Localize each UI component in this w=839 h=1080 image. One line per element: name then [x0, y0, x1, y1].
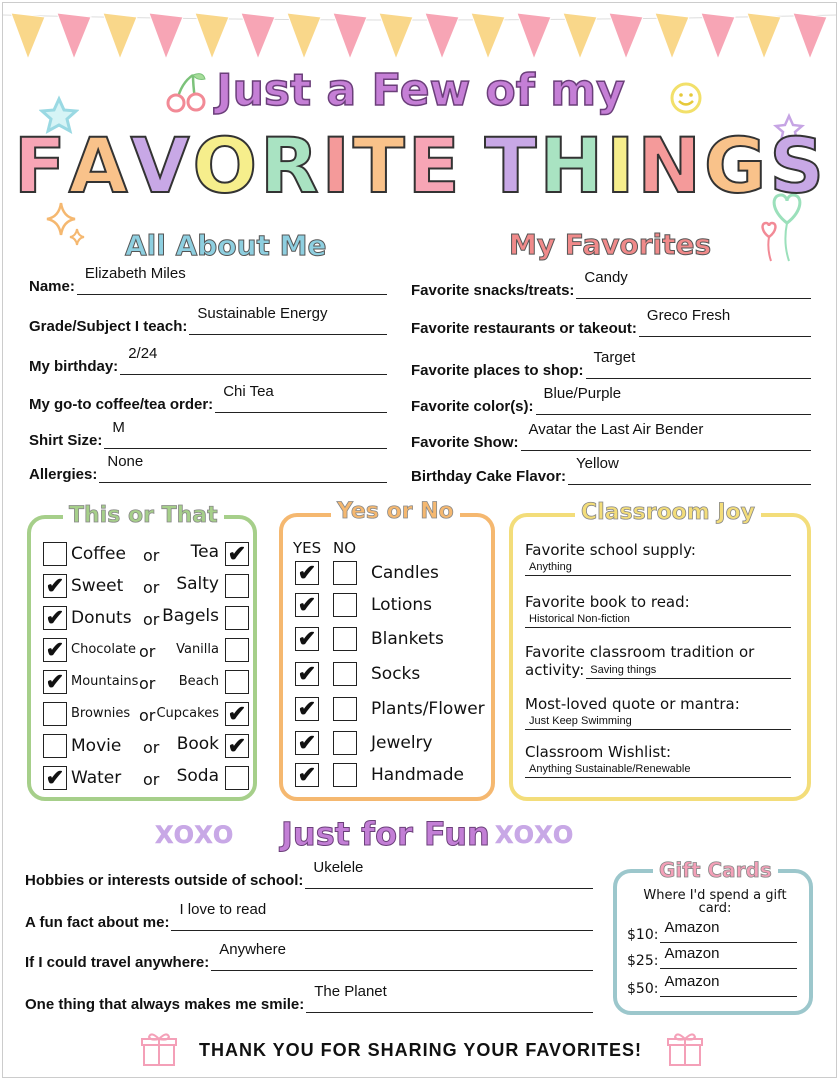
- my-favorites-heading: My Favorites: [509, 228, 712, 261]
- yes-or-no-item: Candles: [371, 563, 439, 583]
- favorite-row: [411, 455, 811, 485]
- fun-field[interactable]: [211, 941, 593, 971]
- gift-card-amount: $25:: [627, 953, 659, 969]
- about-me-field[interactable]: [189, 305, 387, 335]
- bunting-flag: [563, 13, 597, 59]
- thank-you-message: THANK YOU FOR SHARING YOUR FAVORITES!: [198, 1040, 643, 1060]
- about-me-value: Sustainable Energy: [197, 305, 328, 322]
- this-or-that-left-checkbox[interactable]: ✔: [43, 766, 67, 790]
- yes-checkbox[interactable]: ✔: [295, 731, 319, 755]
- fun-value: The Planet: [314, 983, 387, 1000]
- about-me-label: My birthday:: [29, 358, 119, 375]
- gift-cards-intro: Where I'd spend a gift card:: [643, 888, 787, 916]
- bunting-flag: [517, 13, 551, 59]
- bunting-banner-decoration: [3, 3, 837, 73]
- classroom-joy-answer[interactable]: Historical Non-fiction: [525, 613, 791, 628]
- title-letter: H: [539, 121, 607, 210]
- favorite-field[interactable]: [568, 455, 811, 485]
- fun-label: Hobbies or interests outside of school:: [25, 872, 304, 889]
- classroom-joy-answer[interactable]: Saving things: [586, 664, 791, 679]
- this-or-that-right-checkbox[interactable]: ✔: [225, 702, 249, 726]
- classroom-joy-item: [525, 743, 791, 778]
- classroom-joy-answer[interactable]: Just Keep Swimming: [525, 715, 791, 730]
- about-me-label: Shirt Size:: [29, 432, 103, 449]
- or-label: or: [143, 546, 160, 565]
- classroom-joy-item: [525, 643, 791, 679]
- title-letter: A: [68, 121, 131, 210]
- fun-field[interactable]: [306, 983, 593, 1013]
- title-letter: G: [703, 121, 770, 210]
- favorite-field[interactable]: [576, 269, 811, 299]
- title-line-1: Just a Few of my: [216, 65, 625, 116]
- gift-box-icon: [665, 1029, 705, 1069]
- fun-label: If I could travel anywhere:: [25, 954, 210, 971]
- bunting-flag: [241, 13, 275, 59]
- title-letter: V: [130, 121, 193, 210]
- bunting-flag: [701, 13, 735, 59]
- fun-field[interactable]: [305, 859, 593, 889]
- fun-value: I love to read: [179, 901, 267, 918]
- no-checkbox[interactable]: [333, 561, 357, 585]
- favorite-row: [411, 421, 811, 451]
- bunting-flag: [747, 13, 781, 59]
- favorite-row: [411, 349, 811, 379]
- about-me-value: Chi Tea: [223, 383, 274, 400]
- favorite-label: Favorite Show:: [411, 434, 519, 451]
- this-or-that-right-checkbox[interactable]: [225, 606, 249, 630]
- yes-or-no-item: Lotions: [371, 595, 432, 615]
- gift-card-row: [627, 945, 797, 969]
- about-me-field[interactable]: [77, 265, 387, 295]
- this-or-that-left-option: Chocolate: [71, 642, 137, 657]
- bunting-flag: [379, 13, 413, 59]
- gift-card-amount: $50:: [627, 981, 659, 997]
- this-or-that-left-option: Donuts: [71, 608, 132, 628]
- xoxo-left-decoration: XOXO: [155, 821, 235, 849]
- classroom-joy-question: Favorite book to read:: [525, 593, 690, 611]
- about-me-row: [29, 419, 387, 449]
- title-letter: T: [484, 121, 540, 210]
- bunting-flag: [655, 13, 689, 59]
- fun-field[interactable]: [171, 901, 593, 931]
- classroom-joy-item: [525, 593, 791, 628]
- about-me-value: 2/24: [128, 345, 158, 362]
- title-letter: E: [407, 121, 463, 210]
- about-me-heading: All About Me: [125, 229, 327, 262]
- about-me-field[interactable]: [215, 383, 387, 413]
- classroom-joy-answer-line: [525, 661, 791, 679]
- this-or-that-right-option: Beach: [178, 674, 219, 689]
- title-letter: O: [192, 121, 261, 210]
- this-or-that-right-checkbox[interactable]: ✔: [225, 542, 249, 566]
- this-or-that-left-checkbox[interactable]: [43, 702, 67, 726]
- this-or-that-right-checkbox[interactable]: [225, 574, 249, 598]
- gift-cards-heading: Gift Cards: [653, 858, 778, 882]
- about-me-value: M: [112, 419, 125, 436]
- fun-value: Anywhere: [219, 941, 286, 958]
- yes-column-label: YES: [293, 539, 322, 557]
- yes-checkbox[interactable]: ✔: [295, 763, 319, 787]
- this-or-that-left-checkbox[interactable]: ✔: [43, 574, 67, 598]
- classroom-joy-question: Classroom Wishlist:: [525, 743, 672, 761]
- this-or-that-right-option: Salty: [176, 574, 219, 594]
- this-or-that-heading: This or That: [63, 503, 224, 528]
- title-letter: I: [606, 121, 638, 210]
- fun-row: [25, 901, 593, 931]
- fun-label: One thing that always makes me smile:: [25, 996, 305, 1013]
- favorite-value: Target: [593, 349, 636, 366]
- about-me-value: Elizabeth Miles: [84, 265, 186, 282]
- classroom-joy-item: [525, 541, 791, 576]
- classroom-joy-question: Most-loved quote or mantra:: [525, 695, 740, 713]
- yes-checkbox[interactable]: ✔: [295, 593, 319, 617]
- no-checkbox[interactable]: [333, 627, 357, 651]
- this-or-that-left-checkbox[interactable]: [43, 542, 67, 566]
- favorite-label: Favorite snacks/treats:: [411, 282, 575, 299]
- about-me-label: Grade/Subject I teach:: [29, 318, 188, 335]
- about-me-label: Name:: [29, 278, 75, 295]
- favorite-label: Favorite places to shop:: [411, 362, 584, 379]
- yes-or-no-item: Socks: [371, 664, 421, 684]
- this-or-that-right-option: Vanilla: [176, 642, 219, 657]
- favorite-label: Favorite color(s):: [411, 398, 534, 415]
- fun-row: [25, 941, 593, 971]
- favorite-value: Yellow: [576, 455, 619, 472]
- yes-or-no-item: Jewelry: [371, 733, 433, 753]
- this-or-that-right-option: Bagels: [162, 606, 219, 626]
- title-letter: F: [13, 121, 69, 210]
- title-letter: S: [769, 121, 828, 210]
- classroom-joy-question: Favorite school supply:: [525, 541, 696, 559]
- favorite-field[interactable]: [586, 349, 811, 379]
- no-checkbox[interactable]: [333, 763, 357, 787]
- about-me-row: [29, 305, 387, 335]
- about-me-label: Allergies:: [29, 466, 98, 483]
- gift-card-field[interactable]: [660, 945, 797, 969]
- favorite-value: Blue/Purple: [543, 385, 622, 402]
- fun-row: [25, 983, 593, 1013]
- bunting-flag: [333, 13, 367, 59]
- bunting-flag: [149, 13, 183, 59]
- this-or-that-right-checkbox[interactable]: [225, 766, 249, 790]
- about-me-row: [29, 345, 387, 375]
- title-letter: T: [352, 121, 408, 210]
- xoxo-right-decoration: XOXO: [495, 821, 575, 849]
- this-or-that-right-option: Cupcakes: [156, 706, 219, 721]
- this-or-that-right-checkbox[interactable]: ✔: [225, 734, 249, 758]
- about-me-row: [29, 265, 387, 295]
- classroom-joy-question-cont: activity:: [525, 661, 585, 679]
- this-or-that-left-option: Sweet: [71, 576, 124, 596]
- this-or-that-left-checkbox[interactable]: ✔: [43, 606, 67, 630]
- about-me-field[interactable]: [120, 345, 387, 375]
- yes-or-no-item: Handmade: [371, 765, 464, 785]
- this-or-that-left-checkbox[interactable]: ✔: [43, 638, 67, 662]
- gift-card-amount: $10:: [627, 927, 659, 943]
- bunting-flag: [287, 13, 321, 59]
- fun-value: Ukelele: [313, 859, 364, 876]
- yes-checkbox[interactable]: ✔: [295, 627, 319, 651]
- favorite-field[interactable]: [639, 307, 811, 337]
- bunting-flag: [425, 13, 459, 59]
- no-checkbox[interactable]: [333, 697, 357, 721]
- fun-row: [25, 859, 593, 889]
- no-checkbox[interactable]: [333, 731, 357, 755]
- this-or-that-right-option: Soda: [176, 766, 219, 786]
- classroom-joy-answer[interactable]: Anything: [525, 561, 791, 576]
- gift-card-row: [627, 973, 797, 997]
- this-or-that-left-option: Mountains: [71, 674, 139, 689]
- bunting-flag: [471, 13, 505, 59]
- this-or-that-right-checkbox[interactable]: [225, 670, 249, 694]
- bunting-flag: [195, 13, 229, 59]
- about-me-value: None: [107, 453, 144, 470]
- this-or-that-left-option: Brownies: [71, 706, 131, 721]
- favorite-label: Favorite restaurants or takeout:: [411, 320, 637, 337]
- gift-card-value: Amazon: [664, 973, 720, 990]
- about-me-field[interactable]: [99, 453, 387, 483]
- title-letter: R: [260, 121, 322, 210]
- this-or-that-right-option: Book: [176, 734, 219, 754]
- this-or-that-right-option: Tea: [190, 542, 219, 562]
- gift-card-row: [627, 919, 797, 943]
- title-letter: N: [637, 121, 704, 210]
- yes-or-no-item: Plants/Flower: [371, 699, 485, 719]
- classroom-joy-question: Favorite classroom tradition or: [525, 643, 755, 661]
- or-label: or: [139, 674, 156, 693]
- or-label: or: [143, 738, 160, 757]
- about-me-row: [29, 383, 387, 413]
- bunting-flag: [11, 13, 45, 59]
- this-or-that-left-option: Water: [71, 768, 122, 788]
- classroom-joy-heading: Classroom Joy: [575, 500, 761, 525]
- just-for-fun-heading: Just for Fun: [281, 815, 490, 853]
- no-checkbox[interactable]: [333, 593, 357, 617]
- fun-label: A fun fact about me:: [25, 914, 170, 931]
- this-or-that-left-option: Movie: [71, 736, 122, 756]
- or-label: or: [143, 578, 160, 597]
- or-label: or: [139, 706, 156, 725]
- bunting-flag: [609, 13, 643, 59]
- yes-checkbox[interactable]: ✔: [295, 561, 319, 585]
- gift-card-field[interactable]: [660, 919, 797, 943]
- or-label: or: [143, 770, 160, 789]
- no-checkbox[interactable]: [333, 662, 357, 686]
- title-letter: I: [321, 121, 353, 210]
- about-me-field[interactable]: [104, 419, 387, 449]
- or-label: or: [143, 610, 160, 629]
- favorite-row: [411, 307, 811, 337]
- or-label: or: [139, 642, 156, 661]
- this-or-that-left-checkbox[interactable]: [43, 734, 67, 758]
- this-or-that-left-checkbox[interactable]: ✔: [43, 670, 67, 694]
- favorite-row: [411, 385, 811, 415]
- favorite-row: [411, 269, 811, 299]
- this-or-that-left-option: Coffee: [71, 544, 126, 564]
- favorite-label: Birthday Cake Flavor:: [411, 468, 567, 485]
- bunting-flag: [57, 13, 91, 59]
- favorite-value: Candy: [584, 269, 628, 286]
- yes-checkbox[interactable]: ✔: [295, 662, 319, 686]
- favorites-worksheet: [2, 2, 837, 1078]
- title-line-2: [3, 121, 837, 210]
- favorite-field[interactable]: [521, 421, 811, 451]
- gift-card-value: Amazon: [664, 945, 720, 962]
- gift-card-field[interactable]: [660, 973, 797, 997]
- favorite-value: Avatar the Last Air Bender: [528, 421, 704, 438]
- classroom-joy-item: [525, 695, 791, 730]
- bunting-flag: [793, 13, 827, 59]
- favorite-field[interactable]: [536, 385, 811, 415]
- yes-or-no-heading: Yes or No: [331, 499, 460, 524]
- favorite-value: Greco Fresh: [646, 307, 731, 324]
- yes-checkbox[interactable]: ✔: [295, 697, 319, 721]
- about-me-row: [29, 453, 387, 483]
- this-or-that-right-checkbox[interactable]: [225, 638, 249, 662]
- yes-or-no-item: Blankets: [371, 629, 444, 649]
- classroom-joy-answer[interactable]: Anything Sustainable/Renewable: [525, 763, 791, 778]
- no-column-label: NO: [333, 539, 357, 557]
- bunting-flag: [103, 13, 137, 59]
- about-me-label: My go-to coffee/tea order:: [29, 396, 214, 413]
- gift-card-value: Amazon: [664, 919, 720, 936]
